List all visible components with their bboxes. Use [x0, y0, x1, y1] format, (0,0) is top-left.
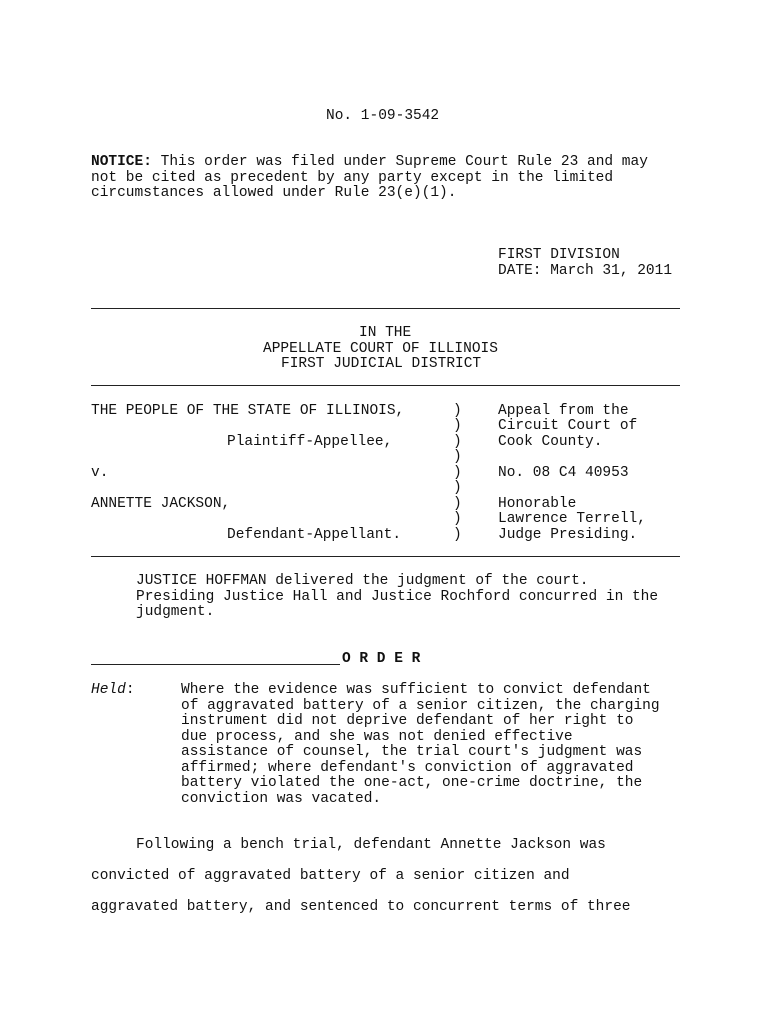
justices-line-3: judgment. — [136, 604, 215, 620]
trial-case-number: No. 08 C4 40953 — [498, 465, 629, 481]
judge-line-1: Honorable — [498, 496, 577, 512]
caption-paren: ) — [453, 403, 462, 419]
order-underline — [91, 664, 340, 665]
appeal-from-line-1: Appeal from the — [498, 403, 629, 419]
held-line: Where the evidence was sufficient to convict defendant — [181, 682, 651, 698]
body-line-2: convicted of aggravated battery of a senior citizen and — [91, 868, 570, 884]
caption-paren: ) — [453, 480, 462, 496]
order-heading: O R D E R — [342, 651, 421, 667]
defendant-name: ANNETTE JACKSON, — [91, 496, 231, 512]
filing-date: DATE: March 31, 2011 — [498, 263, 673, 279]
notice-line-3: circumstances allowed under Rule 23(e)(1). — [91, 185, 457, 201]
justices-line-2: Presiding Justice Hall and Justice Rochford concurred in the — [136, 589, 659, 605]
caption-paren: ) — [453, 418, 462, 434]
held-line: affirmed; where defendant's conviction of aggravated — [181, 760, 634, 776]
body-line-3: aggravated battery, and sentenced to concurrent terms of three — [91, 899, 631, 915]
notice-label: NOTICE: — [91, 154, 152, 170]
judge-line-2: Lawrence Terrell, — [498, 511, 646, 527]
plaintiff-role: Plaintiff-Appellee, — [227, 434, 393, 450]
held-line: battery violated the one-act, one-crime doctrine, the — [181, 775, 643, 791]
caption-paren: ) — [453, 449, 462, 465]
notice-line-2: not be cited as precedent by any party except in the limited — [91, 170, 614, 186]
judge-line-3: Judge Presiding. — [498, 527, 638, 543]
caption-paren: ) — [453, 527, 462, 543]
held-line: of aggravated battery of a senior citizen, the charging — [181, 698, 660, 714]
caption-paren: ) — [453, 496, 462, 512]
appeal-from-line-2: Circuit Court of — [498, 418, 638, 434]
plaintiff-name: THE PEOPLE OF THE STATE OF ILLINOIS, — [91, 403, 405, 419]
held-label — [91, 683, 135, 699]
case-number: No. 1-09-3542 — [326, 108, 440, 124]
divider-top — [91, 308, 680, 309]
appeal-from-line-3: Cook County. — [498, 434, 603, 450]
held-line: due process, and she was not denied effective — [181, 729, 573, 745]
caption-paren: ) — [453, 434, 462, 450]
held-line: instrument did not deprive defendant of her right to — [181, 713, 634, 729]
held-label-text: Held — [91, 682, 126, 698]
justices-line-1: JUSTICE HOFFMAN delivered the judgment of the court. — [136, 573, 589, 589]
held-line: conviction was vacated. — [181, 791, 382, 807]
court-heading-line-1: IN THE — [359, 325, 412, 341]
caption-paren: ) — [453, 511, 462, 527]
court-heading-line-2: APPELLATE COURT OF ILLINOIS — [263, 341, 498, 357]
versus: v. — [91, 465, 109, 481]
held-line: assistance of counsel, the trial court's judgment was — [181, 744, 643, 760]
notice-line-1 — [91, 155, 648, 171]
division: FIRST DIVISION — [498, 247, 620, 263]
body-line-1: Following a bench trial, defendant Annette Jackson was — [136, 837, 606, 853]
court-heading-line-3: FIRST JUDICIAL DISTRICT — [281, 356, 482, 372]
caption-paren: ) — [453, 465, 462, 481]
held-label-colon: : — [125, 682, 135, 698]
defendant-role: Defendant-Appellant. — [227, 527, 402, 543]
divider-caption-top — [91, 385, 680, 386]
notice-text-1: This order was filed under Supreme Court Rule 23 and may — [151, 154, 648, 170]
divider-caption-bottom — [91, 556, 680, 557]
